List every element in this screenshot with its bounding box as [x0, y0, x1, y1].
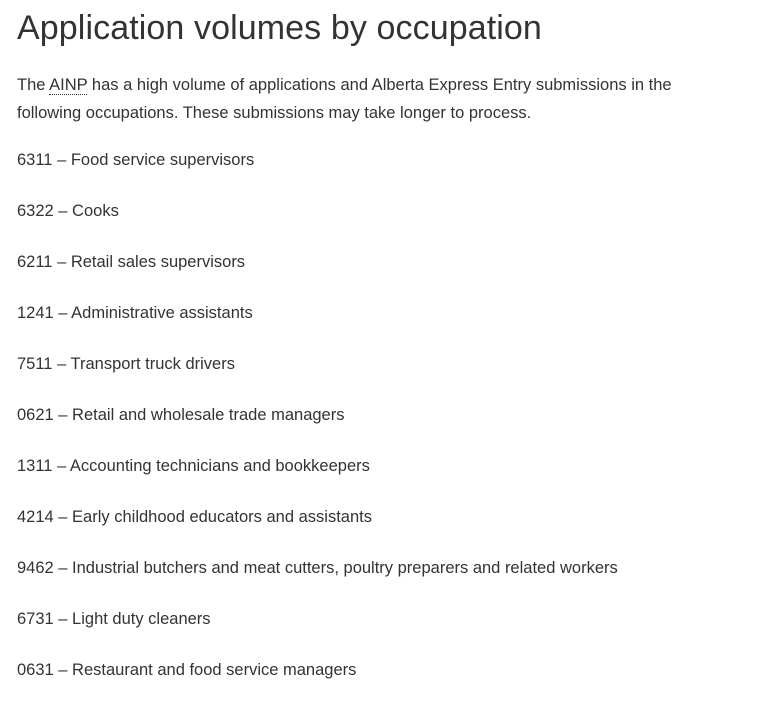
- occupation-item: 1241 – Administrative assistants: [17, 304, 253, 322]
- intro-text-start: The: [17, 76, 50, 94]
- intro-text-end: has a high volume of applications and Alberta Express Entry submissions in the following occupations. These submissions may take longer to process.: [17, 76, 672, 122]
- occupation-item: 7511 – Transport truck drivers: [17, 355, 235, 373]
- occupation-item: 1311 – Accounting technicians and bookkeepers: [17, 457, 370, 475]
- occupation-item: 6322 – Cooks: [17, 202, 119, 220]
- ainp-abbreviation[interactable]: AINP: [49, 76, 88, 94]
- occupation-item: 0621 – Retail and wholesale trade managers: [17, 406, 345, 424]
- intro-paragraph: [17, 71, 717, 127]
- occupation-item: 4214 – Early childhood educators and assistants: [17, 508, 372, 526]
- occupation-item: 6311 – Food service supervisors: [17, 151, 255, 169]
- page-title: Application volumes by occupation: [17, 9, 542, 47]
- occupation-item: 6211 – Retail sales supervisors: [17, 253, 246, 271]
- occupation-item: 9462 – Industrial butchers and meat cutters, poultry preparers and related workers: [17, 559, 618, 577]
- occupation-item: 6731 – Light duty cleaners: [17, 610, 211, 628]
- occupation-list: [17, 149, 776, 681]
- occupation-item: 0631 – Restaurant and food service managers: [17, 661, 357, 679]
